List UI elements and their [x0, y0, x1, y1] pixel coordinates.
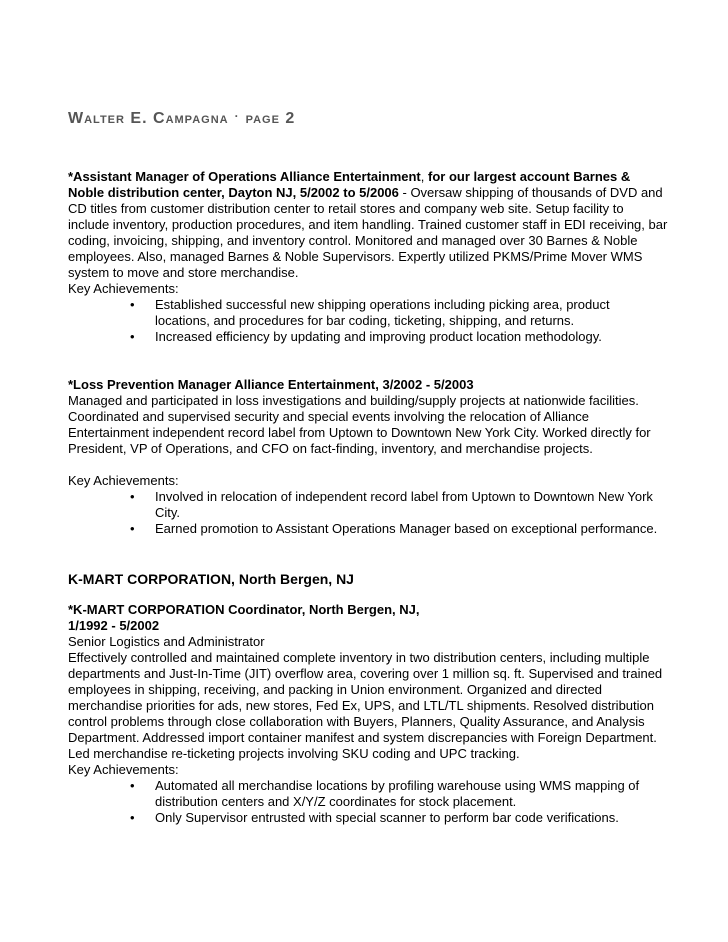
key-achievements-label: Key Achievements: [68, 473, 179, 488]
job-assistant-manager-text: - Oversaw shipping of thousands of DVD and CD titles from customer distribution center to retail stores and company web site. Setup facility to include inventory, production procedures, and item handling. Trained customer staff in EDI receiving, bar coding, invoicing, shipping, and inventory control. Monitored and managed over 30 Barnes & Noble employees. Also, managed Barnes & Noble Supervisors. Expertly utilized PKMS/Prime Mover WMS system to move and store merchandise. [68, 185, 668, 280]
bullet-icon: • [130, 329, 135, 344]
header-middle: E. [130, 110, 148, 127]
header-last-rest: AMPAGNA [165, 114, 229, 126]
job-assistant-manager [68, 169, 668, 345]
header-separator: · [234, 109, 240, 123]
job-kmart-title-line2: 1/1992 - 5/2002 [68, 618, 160, 633]
company-name: K-MART CORPORATION, North Bergen, NJ [68, 571, 354, 587]
achievement-text: Automated all merchandise locations by profiling warehouse using WMS mapping of distribution centers and X/Y/Z coordinates for stock placement. [155, 778, 640, 809]
job-kmart-title-line1: *K-MART CORPORATION Coordinator, North Bergen, NJ, [68, 602, 420, 617]
list-item [68, 329, 668, 345]
bullet-icon: • [130, 810, 135, 825]
job-kmart-coordinator [68, 602, 668, 826]
list-item [68, 489, 668, 521]
achievements-list [68, 297, 668, 345]
page-header [68, 110, 295, 128]
bullet-icon: • [130, 778, 135, 793]
header-last-initial: C [153, 110, 166, 127]
achievements-list [68, 489, 668, 537]
bullet-icon: • [130, 521, 135, 536]
achievement-text: Established successful new shipping operations including picking area, product locations, and procedures for bar coding, ticketing, shipping, and returns. [155, 297, 610, 328]
key-achievements-label: Key Achievements: [68, 281, 179, 296]
job-assistant-manager-title: *Assistant Manager of Operations Alliance Entertainment [68, 169, 421, 184]
job-assistant-manager-account: for our largest account Barnes & Noble distribution center, Dayton NJ, 5/2002 to 5/2006 [68, 169, 631, 200]
job-kmart-subtitle: Senior Logistics and Administrator [68, 634, 265, 649]
list-item [68, 297, 668, 329]
achievement-text: Increased efficiency by updating and improving product location methodology. [155, 329, 602, 344]
list-item [68, 521, 668, 537]
header-first-rest: ALTER [84, 114, 125, 126]
job-assistant-manager-description [68, 169, 668, 281]
achievement-text: Only Supervisor entrusted with special scanner to perform bar code verifications. [155, 810, 619, 825]
achievements-list [68, 778, 668, 826]
bullet-icon: • [130, 489, 135, 504]
list-item [68, 778, 668, 810]
key-achievements-label: Key Achievements: [68, 762, 179, 777]
list-item [68, 810, 668, 826]
company-heading [68, 571, 668, 587]
achievement-text: Earned promotion to Assistant Operations Manager based on exceptional performance. [155, 521, 658, 536]
job-loss-prevention-title: *Loss Prevention Manager Alliance Entertainment, 3/2002 - 5/2003 [68, 377, 474, 392]
header-first-initial: W [68, 110, 85, 127]
title-comma: , [420, 169, 428, 184]
job-kmart-description: Effectively controlled and maintained complete inventory in two distribution centers, including multiple departments and Just-In-Time (JIT) overflow area, covering over 1 million sq. ft. Supervised and trained employees in shipping, receiving, and packing in Union environment. Organized and directed merchandise priorities for ads, new stores, Fed Ex, UPS, and LTL/TL shipments. Resolved distribution control problems through close collaboration with Buyers, Planners, Quality Assurance, and Analysis Department. Addressed import container manifest and system discrepancies with Foreign Department. Led merchandise re-ticketing projects involving SKU coding and UPC tracking. [68, 650, 663, 761]
header-page-number: 2 [285, 110, 296, 127]
job-loss-prevention-description: Managed and participated in loss investigations and building/supply projects at nationwide facilities. Coordinated and supervised security and special events involving the relocation of Alliance Entertainment independent record label from Uptown to Downtown New York City. Worked directly for President, VP of Operations, and CFO on fact-finding, inventory, and merchandise projects. [68, 393, 651, 456]
achievement-text: Involved in relocation of independent record label from Uptown to Downtown New York City. [155, 489, 653, 520]
header-page-word: PAGE [245, 114, 280, 126]
bullet-icon: • [130, 297, 135, 312]
job-loss-prevention [68, 377, 668, 537]
